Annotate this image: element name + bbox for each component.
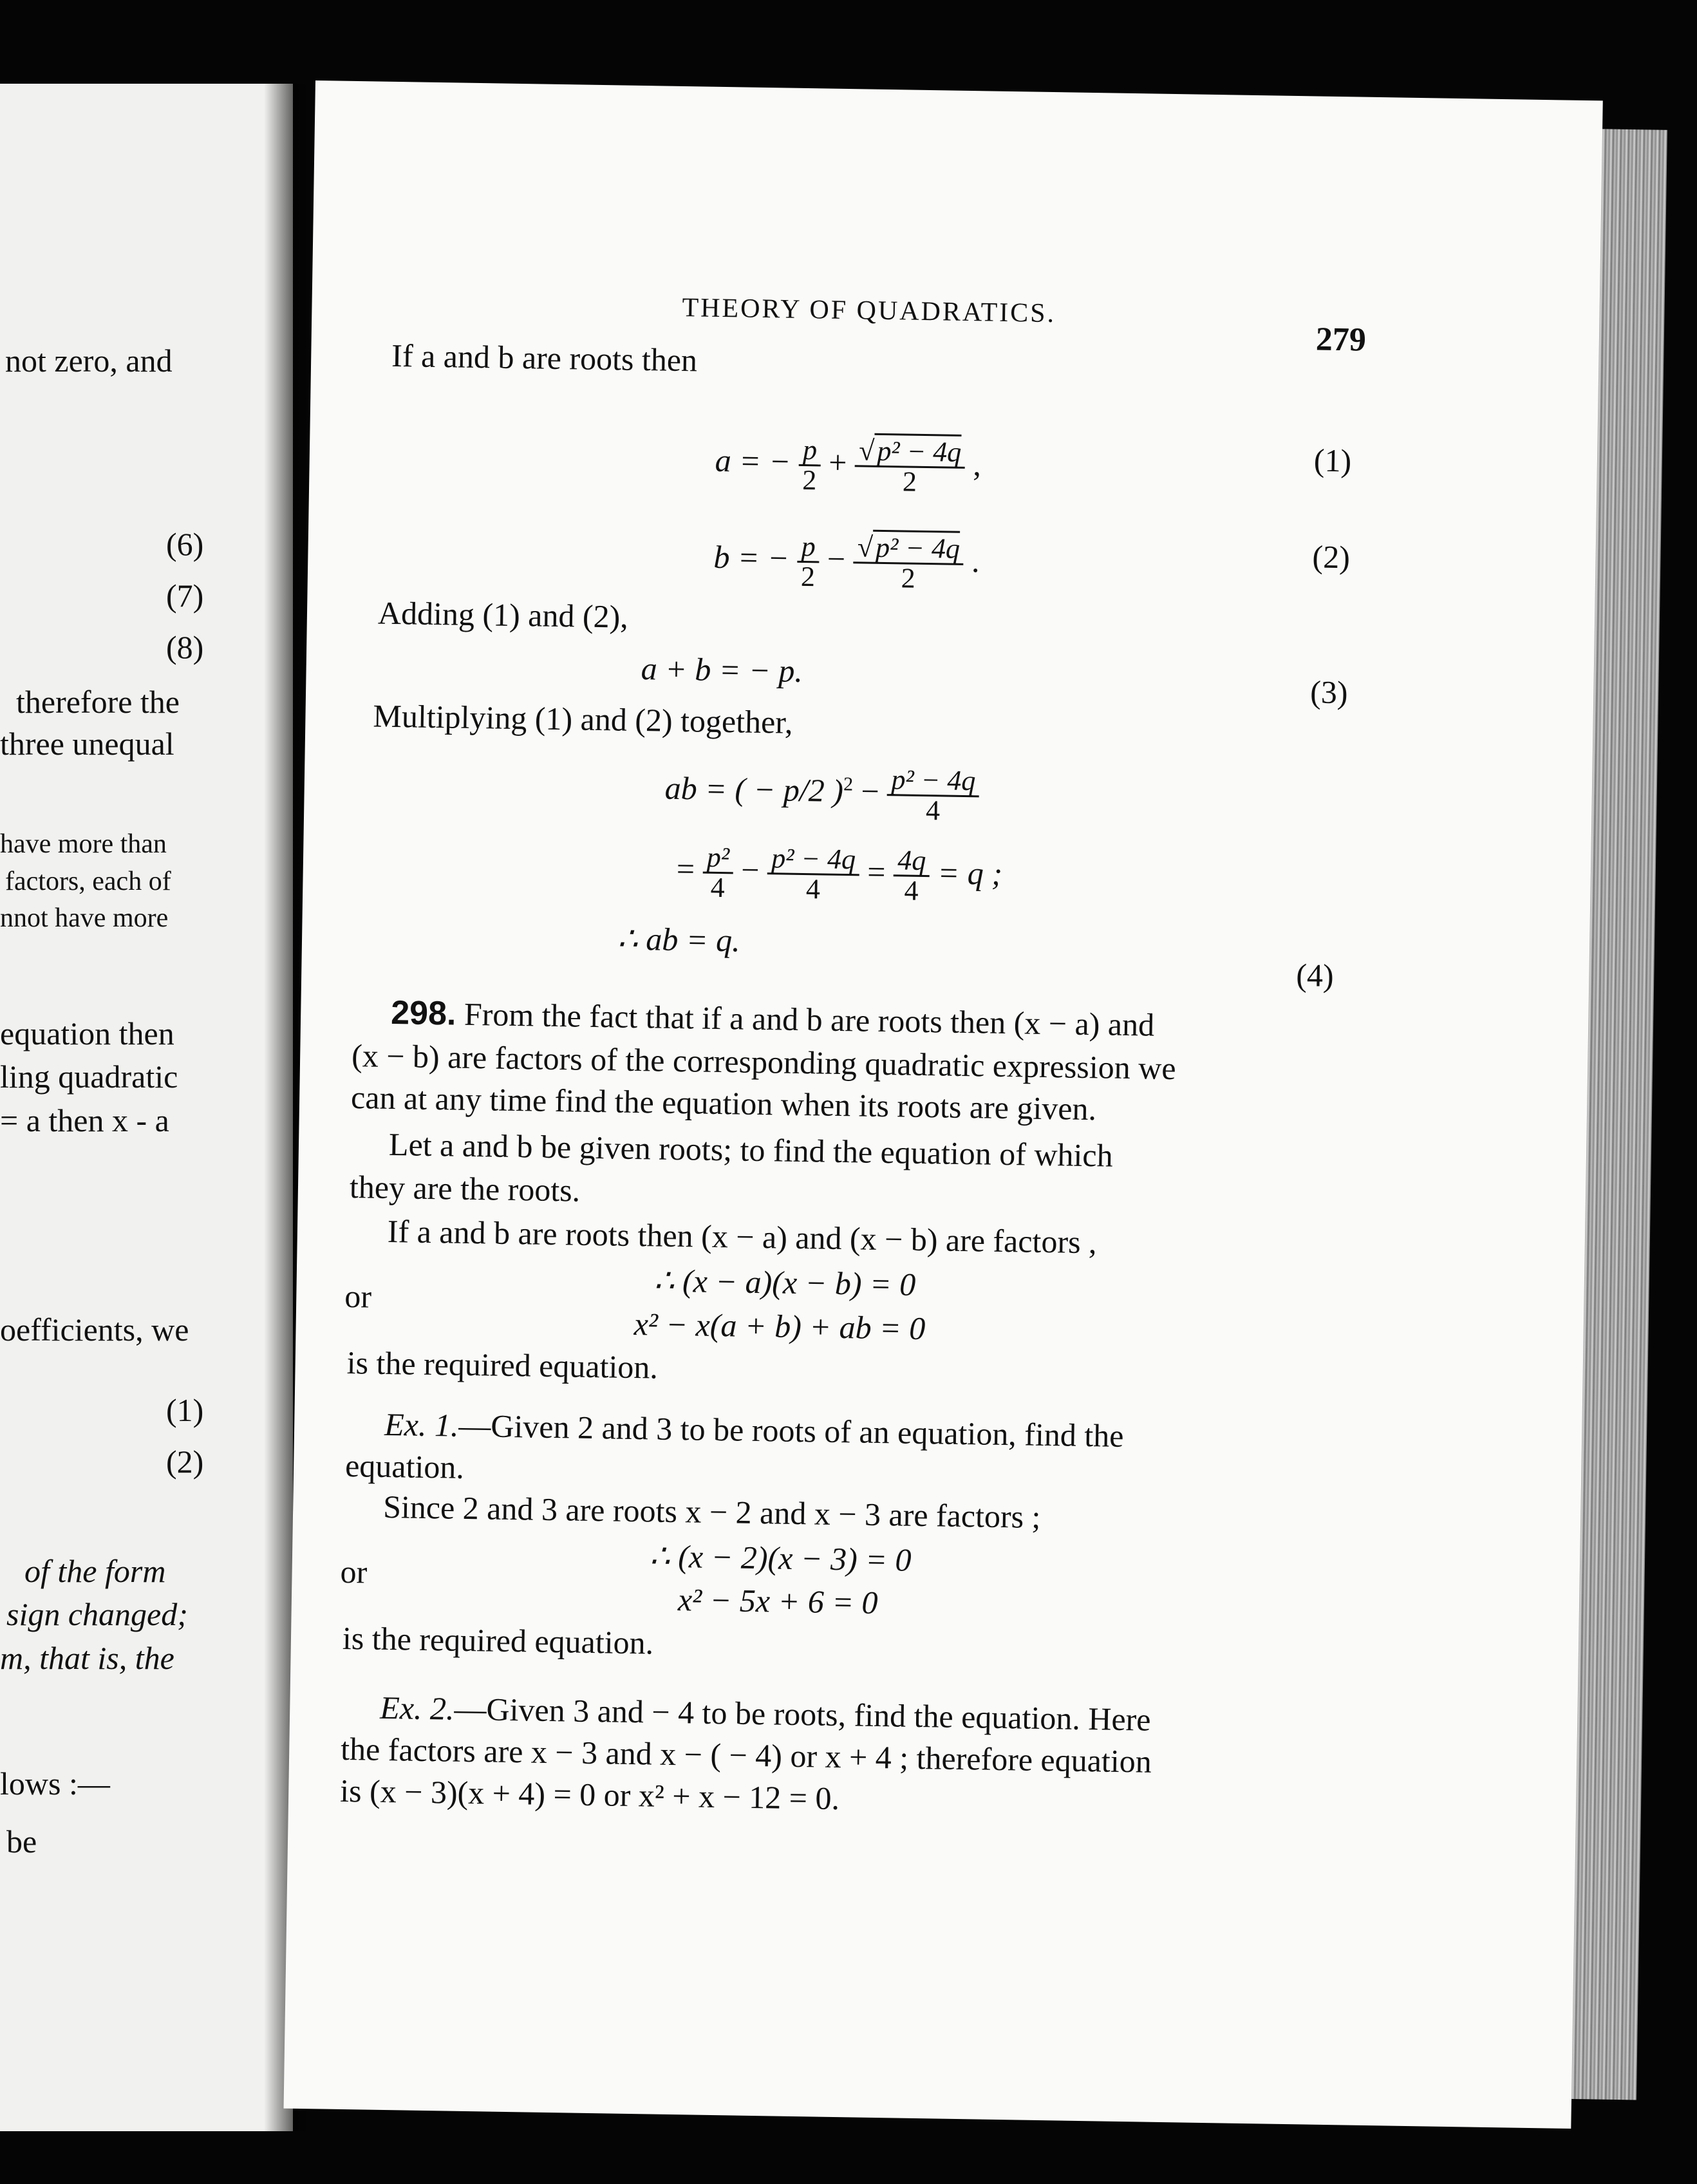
prod-frac-num: p² − 4q — [887, 766, 980, 797]
left-line: have more than — [0, 829, 167, 859]
eq4-label: (4) — [1295, 957, 1335, 994]
adding-line: Adding (1) and (2), — [377, 594, 629, 635]
l2-minus: − — [740, 851, 760, 888]
ex2-label: Ex. 2. — [379, 1689, 455, 1727]
eq2-frac-den: 2 — [800, 560, 816, 593]
left-line: oefficients, we — [0, 1312, 189, 1348]
prod-square: 2 — [843, 773, 854, 795]
main-page — [284, 80, 1603, 2129]
l2-f3-den: 4 — [904, 874, 919, 907]
let-line1: Let a and b be given roots; to find the equation of which — [388, 1125, 1114, 1174]
left-line: (2) — [166, 1444, 204, 1480]
left-line: three unequal — [0, 726, 174, 762]
if-factors-line: If a and b are roots then (x − a) and (x − b) are factors , — [387, 1212, 1098, 1261]
left-line: sign changed; — [6, 1596, 188, 1632]
left-line: (7) — [166, 578, 204, 614]
left-line: of the form — [24, 1553, 166, 1589]
left-line: ling quadratic — [0, 1059, 178, 1095]
eq2-label: (2) — [1312, 538, 1351, 576]
sum-equation: a + b = − p. — [641, 650, 803, 689]
multiplying-line: Multiplying (1) and (2) together, — [373, 697, 793, 740]
p298-line2: (x − b) are factors of the corresponding quadratic expression we — [351, 1037, 1177, 1087]
l2-eq2: = — [867, 853, 886, 890]
left-line: = a then x - a — [0, 1102, 169, 1138]
equation-a: ∴ (x − a)(x − b) = 0 — [653, 1262, 916, 1303]
eq1 — [715, 435, 982, 497]
eq1-frac-den: 2 — [802, 464, 817, 496]
page-number: 279 — [1315, 321, 1367, 359]
left-line: (6) — [166, 526, 204, 562]
left-line: m, that is, the — [0, 1640, 174, 1676]
left-line: (1) — [166, 1392, 204, 1428]
ex1-text: —Given 2 and 3 to be roots of an equation, find the — [458, 1407, 1124, 1454]
left-line: equation then — [0, 1015, 174, 1051]
eq2 — [713, 531, 980, 594]
eq1-lhs: a = − — [715, 442, 791, 480]
l2-f2-den: 4 — [805, 873, 821, 905]
section-number: 298. — [390, 994, 456, 1033]
left-line: lows :— — [0, 1765, 110, 1802]
eq2-den: 2 — [901, 562, 916, 594]
l2-f2-num: p² − 4q — [767, 844, 860, 876]
product-eq-line2 — [676, 843, 1002, 907]
ex2-text: —Given 3 and − 4 to be roots, find the equation. Here — [454, 1690, 1151, 1738]
eq1-sqrt: p² − 4q — [874, 433, 962, 468]
l2-f1-num: p² — [702, 843, 733, 874]
eq3-label: (3) — [1309, 673, 1349, 711]
l2-f3-num: 4q — [894, 846, 930, 877]
equation-c: ∴ (x − 2)(x − 3) = 0 — [649, 1538, 912, 1578]
eq1-den: 2 — [902, 466, 917, 498]
left-page — [0, 84, 293, 2131]
or-word: or — [340, 1553, 368, 1590]
or-word: or — [344, 1277, 372, 1315]
left-line: not zero, and — [5, 343, 173, 379]
ex1-label: Ex. 1. — [384, 1406, 459, 1444]
eq1-plus: + — [828, 444, 847, 481]
product-eq-line1: ab = ( − p/2 )$^2$ − $\frac{\text{p² − 4q}}{4}$ — [664, 762, 980, 826]
sqrt-icon: √ — [858, 435, 875, 467]
section-298-line1 — [391, 996, 1155, 1042]
left-line: be — [6, 1823, 37, 1859]
p298-l1: From the fact that if a and b are roots then (x − a) and — [464, 995, 1155, 1043]
let-line2: they are the roots. — [349, 1169, 581, 1209]
left-line: therefore the — [16, 684, 180, 720]
ex1-line2: equation. — [344, 1447, 465, 1485]
required-line: is the required equation. — [342, 1619, 654, 1661]
left-line: (8) — [166, 629, 204, 665]
ex2-line2: the factors are x − 3 and x − ( − 4) or x + 4 ; therefore equation — [340, 1730, 1152, 1780]
therefore-ab: ∴ ab = q. — [617, 920, 741, 959]
eq2-frac-num: p — [797, 532, 820, 563]
l2-f1-den: 4 — [710, 871, 726, 904]
running-title: THEORY OF QUADRATICS. — [682, 292, 1056, 329]
prod-paren: ( − p/2 ) — [735, 771, 844, 809]
prod-frac-den: 4 — [925, 795, 941, 827]
prod-lhs: ab = — [664, 769, 727, 807]
p298-line3: can at any time find the equation when its roots are given. — [350, 1079, 1097, 1127]
l2-end: = q ; — [937, 854, 1003, 892]
eq1-frac-num: p — [799, 436, 821, 467]
equation-d: x² − 5x + 6 = 0 — [677, 1581, 879, 1621]
equation-b: x² − x(a + b) + ab = 0 — [633, 1306, 926, 1347]
left-line: factors, each of — [5, 867, 171, 896]
left-line: nnot have more — [0, 903, 169, 933]
since-line: Since 2 and 3 are roots x − 2 and x − 3 are factors ; — [382, 1488, 1041, 1535]
eq1-label: (1) — [1313, 442, 1352, 479]
intro-line: If a and b are roots then — [391, 337, 698, 379]
sqrt-icon: √ — [857, 531, 874, 563]
eq2-lhs: b = − — [713, 538, 790, 576]
ex2-line3: is (x − 3)(x + 4) = 0 or x² + x − 12 = 0. — [339, 1772, 840, 1817]
ex2-line1 — [380, 1691, 1151, 1736]
eq2-sqrt: p² − 4q — [873, 530, 961, 565]
ex1-line1 — [384, 1408, 1124, 1452]
eq1-comma: , — [973, 446, 982, 483]
eq2-period: . — [971, 543, 980, 579]
l2-eq: = — [676, 850, 695, 887]
required-line: is the required equation. — [346, 1344, 659, 1386]
eq2-minus: − — [827, 540, 846, 577]
